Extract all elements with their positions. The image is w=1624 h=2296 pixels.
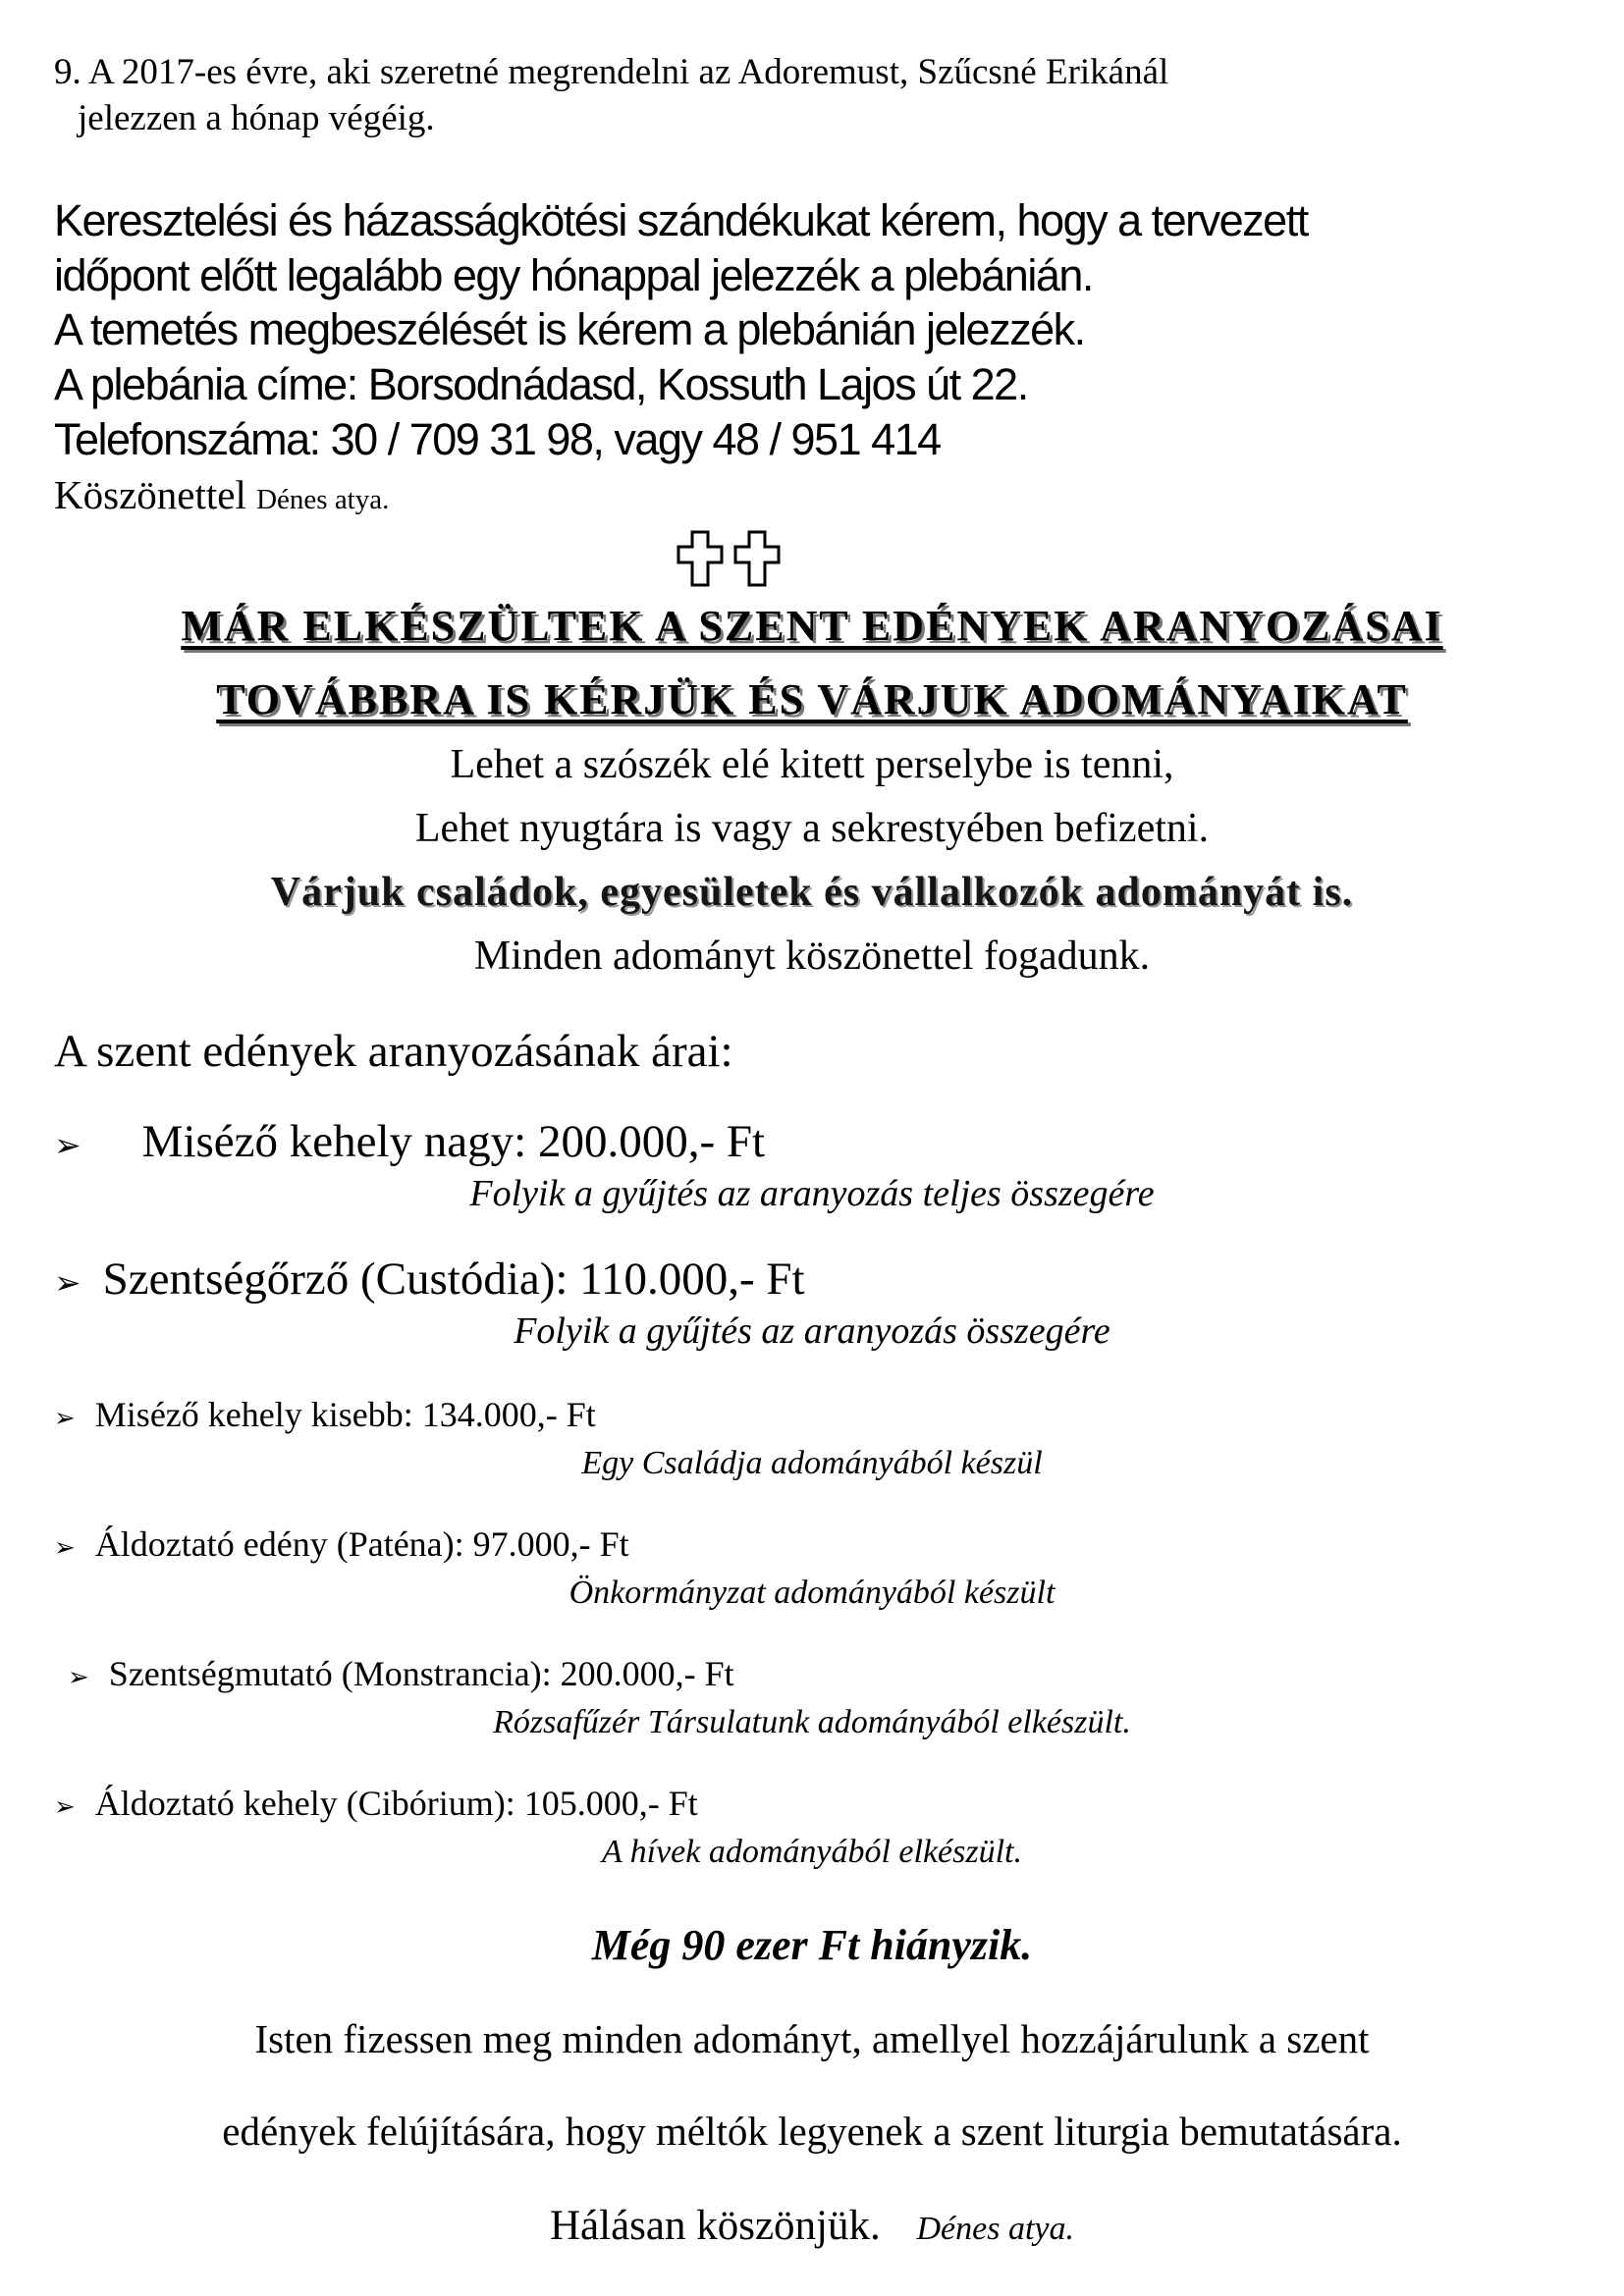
blessing-line-2: edények felújítására, hogy méltók legyenek a szent liturgia bemutatására. <box>222 2108 1402 2154</box>
notice-line: A plebánia címe: Borsodnádasd, Kossuth Lajos út 22. <box>54 359 1028 410</box>
double-cross-icon <box>0 530 1487 589</box>
price-item <box>54 1523 1570 1612</box>
notice-line: időpont előtt legalább egy hónappal jelezzék a plebánián. <box>54 249 1093 300</box>
price-item-note: A hívek adományából elkészült. <box>601 1833 1023 1870</box>
price-item-label: Miséző kehely kisebb: 134.000,- Ft <box>94 1394 596 1434</box>
notice-line: Telefonszáma: 30 / 709 31 98, vagy 48 / 951 414 <box>54 413 941 464</box>
priest-signature: Dénes atya. <box>916 2210 1075 2247</box>
price-item-note: Egy Családja adományából készül <box>581 1444 1043 1481</box>
arrowhead-bullet-icon: ➢ <box>68 1662 89 1692</box>
price-item-note: Folyik a gyűjtés az aranyozás összegére <box>514 1309 1110 1352</box>
price-item <box>54 1653 1570 1741</box>
missing-amount-line: Még 90 ezer Ft hiányzik. <box>591 1920 1033 1969</box>
notice-line: Keresztelési és házasságkötési szándékukat kérem, hogy a tervezett <box>54 194 1308 245</box>
closing-thanks <box>54 2202 1570 2250</box>
price-item-label: Szentségmutató (Monstrancia): 200.000,- Ft <box>108 1653 734 1693</box>
arrowhead-bullet-icon: ➢ <box>54 1791 76 1822</box>
price-item-label: Áldoztató kehely (Cibórium): 105.000,- Ft <box>94 1783 698 1823</box>
item9-line1: 9. A 2017-es évre, aki szeretné megrendelni az Adoremust, Szűcsné Erikánál <box>54 52 1169 92</box>
price-item <box>54 1253 1570 1353</box>
gilding-headline-2: TOVÁBBRA IS KÉRJÜK ÉS VÁRJUK ADOMÁNYAIKAT <box>216 674 1408 723</box>
price-item-label: Miséző kehely nagy: 200.000,- Ft <box>141 1115 766 1167</box>
notice-salutation <box>54 471 1570 518</box>
arrowhead-bullet-icon: ➢ <box>54 1532 76 1563</box>
price-item-label: Áldoztató edény (Paténa): 97.000,- Ft <box>94 1523 629 1564</box>
numbered-item-9 <box>54 49 1570 142</box>
notice-line: A temetés megbeszélését is kérem a plebánián jelezzék. <box>54 304 1085 355</box>
donation-option-line-1: Lehet a szószék elé kitett perselybe is tenni, <box>450 741 1174 787</box>
blessing-line-1: Isten fizessen meg minden adományt, amellyel hozzájárulunk a szent <box>254 2015 1370 2061</box>
arrowhead-bullet-icon: ➢ <box>54 1125 81 1164</box>
price-list <box>54 1115 1570 1871</box>
arrowhead-bullet-icon: ➢ <box>54 1403 76 1433</box>
arrowhead-bullet-icon: ➢ <box>54 1262 81 1302</box>
donation-thanks-line: Minden adományt köszönettel fogadunk. <box>473 933 1151 979</box>
salutation-text: Köszönettel <box>54 471 246 517</box>
donation-option-line-2: Lehet nyugtára is vagy a sekrestyében befizetni. <box>414 805 1210 851</box>
item9-line2: jelezzen a hónap végéig. <box>78 98 435 139</box>
parish-notice <box>54 193 1570 467</box>
price-item-label: Szentségőrző (Custódia): 110.000,- Ft <box>102 1253 805 1305</box>
price-item <box>54 1394 1570 1482</box>
thanks-text: Hálásan köszönjük. <box>549 2202 881 2249</box>
donation-appeal-line: Várjuk családok, egyesületek és vállalkozók adományát is. <box>270 869 1354 915</box>
price-list-intro: A szent edények aranyozásának árai: <box>54 1025 733 1077</box>
price-item-note: Rózsafűzér Társulatunk adományából elkészült. <box>493 1703 1131 1740</box>
price-item <box>54 1115 1570 1215</box>
price-item-note: Folyik a gyűjtés az aranyozás teljes összegére <box>469 1172 1155 1214</box>
gilding-headline-1: MÁR ELKÉSZÜLTEK A SZENT EDÉNYEK ARANYOZÁSAI <box>181 601 1443 650</box>
price-item <box>54 1783 1570 1871</box>
price-item-note: Önkormányzat adományából készült <box>568 1574 1056 1611</box>
priest-signature: Dénes atya. <box>256 483 390 515</box>
